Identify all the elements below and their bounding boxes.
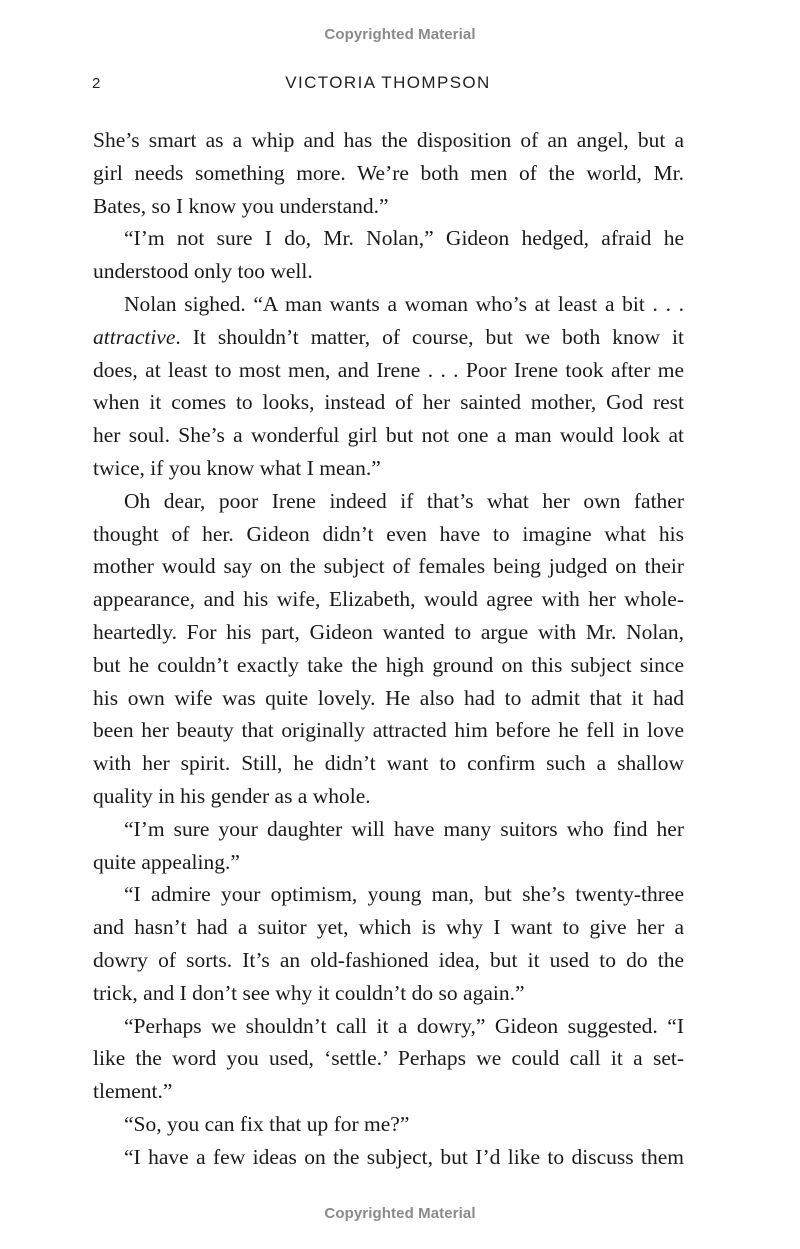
- text-line: [93, 1075, 684, 1108]
- text-line: [93, 583, 684, 616]
- line-text: Bates, so I know you understand.”: [93, 193, 389, 218]
- emphasis-text: attractive: [93, 324, 176, 349]
- text-line: [93, 190, 684, 223]
- line-text: “Perhaps we shouldn’t call it a dowry,” Gideon suggested. “I: [124, 1013, 684, 1038]
- page-number: 2: [92, 75, 101, 92]
- line-text: quite appealing.”: [93, 849, 240, 874]
- line-text: and hasn’t had a suitor yet, which is why I want to give her a: [93, 915, 684, 940]
- text-line: [93, 321, 684, 354]
- line-text: heartedly. For his part, Gideon wanted to argue with Mr. Nolan,: [93, 619, 684, 644]
- line-text: girl needs something more. We’re both men of the world, Mr.: [93, 160, 684, 185]
- running-header-author: VICTORIA THOMPSON: [285, 73, 491, 92]
- text-line: [93, 124, 684, 157]
- text-line: [93, 944, 684, 977]
- text-line: [93, 813, 684, 846]
- line-text: like the word you used, ‘settle.’ Perhaps we could call it a set-: [93, 1046, 684, 1071]
- text-line: [93, 550, 684, 583]
- text-line: [93, 911, 684, 944]
- body-text: [93, 124, 684, 1174]
- text-line: [93, 157, 684, 190]
- text-line: [93, 977, 684, 1010]
- line-text: She’s smart as a whip and has the disposition of an angel, but a: [93, 128, 684, 152]
- text-line: [93, 222, 684, 255]
- line-text: his own wife was quite lovely. He also had to admit that it had: [93, 685, 684, 710]
- line-text: Oh dear, poor Irene indeed if that’s what her own father: [124, 488, 684, 513]
- copyright-watermark-top: Copyrighted Material: [324, 26, 476, 43]
- line-text: appearance, and his wife, Elizabeth, would agree with her whole-: [93, 587, 684, 612]
- line-text: when it comes to looks, instead of her sainted mother, God rest: [93, 390, 684, 415]
- text-line: [93, 386, 684, 419]
- line-text: Nolan sighed. “A man wants a woman who’s at least a bit . . .: [124, 291, 684, 316]
- text-line: [93, 1042, 684, 1075]
- line-text: does, at least to most men, and Irene . . . Poor Irene took after me: [93, 357, 684, 382]
- line-text: dowry of sorts. It’s an old-fashioned idea, but it used to do the: [93, 947, 684, 972]
- text-line: [93, 682, 684, 715]
- text-line: [93, 878, 684, 911]
- line-text: mother would say on the subject of females being judged on their: [93, 554, 684, 579]
- line-text: been her beauty that originally attracted him before he fell in love: [93, 718, 684, 743]
- line-text: but he couldn’t exactly take the high ground on this subject since: [93, 652, 684, 677]
- text-line: [93, 780, 684, 813]
- line-text: “I have a few ideas on the subject, but I’d like to discuss them: [124, 1144, 684, 1169]
- text-line: [93, 354, 684, 387]
- text-line: [93, 1010, 684, 1043]
- line-text: twice, if you know what I mean.”: [93, 455, 381, 480]
- text-line: [93, 452, 684, 485]
- line-text: “I’m not sure I do, Mr. Nolan,” Gideon hedged, afraid he: [124, 226, 684, 251]
- text-line: [93, 419, 684, 452]
- line-text: her soul. She’s a wonderful girl but not one a man would look at: [93, 423, 684, 448]
- text-line: [93, 255, 684, 288]
- text-line: [93, 1141, 684, 1174]
- text-line: [93, 616, 684, 649]
- text-line: [93, 747, 684, 780]
- line-text: “So, you can fix that up for me?”: [124, 1111, 410, 1136]
- line-text: . It shouldn’t matter, of course, but we both know it: [175, 324, 684, 349]
- text-line: [93, 846, 684, 879]
- copyright-watermark-bottom: Copyrighted Material: [324, 1205, 476, 1222]
- text-line: [93, 485, 684, 518]
- line-text: quality in his gender as a whole.: [93, 783, 371, 808]
- line-text: with her spirit. Still, he didn’t want to confirm such a shallow: [93, 751, 684, 776]
- line-text: “I admire your optimism, young man, but she’s twenty-three: [124, 882, 684, 907]
- text-line: [93, 518, 684, 551]
- text-line: [93, 1108, 684, 1141]
- line-text: understood only too well.: [93, 259, 313, 284]
- line-text: trick, and I don’t see why it couldn’t do so again.”: [93, 980, 525, 1005]
- line-text: tlement.”: [93, 1079, 173, 1104]
- text-line: [93, 714, 684, 747]
- text-line: [93, 288, 684, 321]
- line-text: “I’m sure your daughter will have many suitors who find her: [124, 816, 684, 841]
- running-header: [0, 73, 800, 97]
- text-line: [93, 649, 684, 682]
- line-text: thought of her. Gideon didn’t even have to imagine what his: [93, 521, 684, 546]
